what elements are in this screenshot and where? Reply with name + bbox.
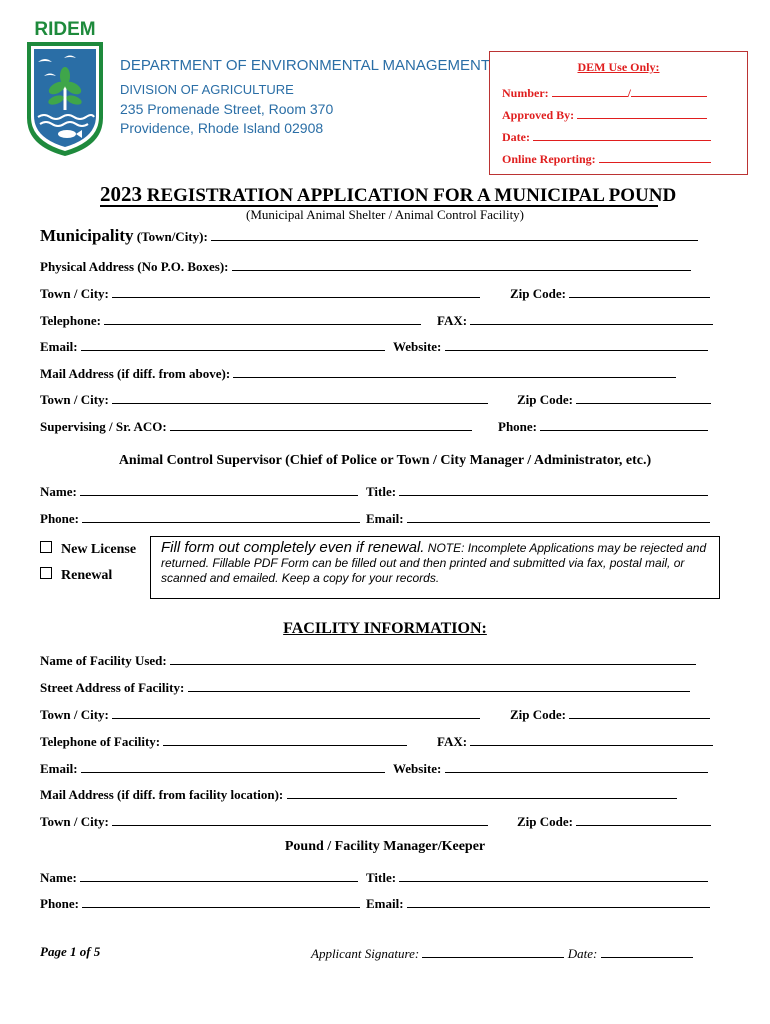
dem-box-title: DEM Use Only: bbox=[577, 60, 660, 74]
zip-2-field[interactable] bbox=[576, 390, 711, 404]
dem-date-row bbox=[502, 129, 711, 145]
dem-number-field-b[interactable] bbox=[631, 85, 707, 97]
renewal-checkbox[interactable] bbox=[40, 567, 52, 579]
facility-email-label: Email: bbox=[40, 761, 78, 776]
dem-online-row bbox=[502, 151, 711, 167]
logo-text: RIDEM bbox=[34, 19, 96, 40]
aco-phone-field[interactable] bbox=[540, 417, 708, 431]
signature-label: Applicant Signature: bbox=[311, 946, 420, 961]
town-city-field[interactable] bbox=[112, 284, 480, 298]
email-label: Email: bbox=[40, 339, 78, 354]
physical-address-field[interactable] bbox=[232, 257, 691, 271]
form-year: 2023 bbox=[100, 182, 142, 206]
address-line-1: 235 Promenade Street, Room 370 bbox=[120, 101, 334, 117]
facility-street-row bbox=[40, 678, 690, 696]
facility-name-label: Name of Facility Used: bbox=[40, 653, 167, 668]
new-license-checkbox[interactable] bbox=[40, 541, 52, 553]
supervisor-heading: Animal Control Supervisor (Chief of Police or Town / City Manager / Administrator, etc.) bbox=[118, 453, 652, 468]
note-lead: Fill form out completely even if renewal. bbox=[161, 539, 425, 556]
email-field[interactable] bbox=[81, 337, 385, 351]
supervising-aco-field[interactable] bbox=[170, 417, 472, 431]
facility-zip-row bbox=[510, 705, 710, 723]
facility-street-label: Street Address of Facility: bbox=[40, 680, 185, 695]
supervisor-phone-row bbox=[40, 509, 360, 527]
facility-telephone-field[interactable] bbox=[163, 732, 407, 746]
mail-address-label: Mail Address (if diff. from above): bbox=[40, 366, 231, 381]
aco-phone-label: Phone: bbox=[498, 419, 537, 434]
signature-field[interactable] bbox=[422, 944, 564, 958]
municipality-row bbox=[40, 226, 698, 246]
facility-heading: FACILITY INFORMATION: bbox=[283, 620, 487, 637]
form-title-text: REGISTRATION APPLICATION FOR A MUNICIPAL POUND bbox=[146, 185, 677, 206]
facility-email-row bbox=[40, 759, 385, 777]
supervisor-email-label: Email: bbox=[366, 511, 404, 526]
facility-fax-field[interactable] bbox=[470, 732, 713, 746]
email-row bbox=[40, 337, 385, 355]
town-city-2-row bbox=[40, 390, 488, 408]
fax-row bbox=[437, 311, 713, 329]
mail-address-field[interactable] bbox=[233, 364, 676, 378]
zip-2-label: Zip Code: bbox=[517, 392, 573, 407]
dem-number-row: Number: / bbox=[502, 85, 707, 101]
department-name: DEPARTMENT OF ENVIRONMENTAL MANAGEMENT bbox=[120, 57, 491, 74]
manager-email-label: Email: bbox=[366, 896, 404, 911]
facility-town-2-field[interactable] bbox=[112, 812, 488, 826]
manager-name-field[interactable] bbox=[80, 868, 358, 882]
instructions-note bbox=[150, 536, 720, 599]
facility-zip-2-label: Zip Code: bbox=[517, 814, 573, 829]
form-subtitle: (Municipal Animal Shelter / Animal Control Facility) bbox=[245, 207, 525, 222]
new-license-label: New License bbox=[61, 542, 137, 557]
supervisor-title-row bbox=[366, 482, 708, 500]
facility-website-field[interactable] bbox=[445, 759, 708, 773]
facility-telephone-row bbox=[40, 732, 407, 750]
facility-town-2-label: Town / City: bbox=[40, 814, 109, 829]
dem-approved-row bbox=[502, 107, 707, 123]
town-city-2-label: Town / City: bbox=[40, 392, 109, 407]
facility-website-label: Website: bbox=[393, 761, 442, 776]
supervisor-phone-label: Phone: bbox=[40, 511, 79, 526]
physical-address-label: Physical Address (No P.O. Boxes): bbox=[40, 259, 229, 274]
zip-field[interactable] bbox=[569, 284, 710, 298]
supervisor-name-label: Name: bbox=[40, 484, 77, 499]
manager-phone-label: Phone: bbox=[40, 896, 79, 911]
fax-field[interactable] bbox=[470, 311, 713, 325]
zip-2-row bbox=[517, 390, 711, 408]
renewal-label: Renewal bbox=[61, 568, 113, 583]
dem-number-field-a[interactable] bbox=[552, 85, 628, 97]
telephone-row bbox=[40, 311, 421, 329]
dem-online-label: Online Reporting: bbox=[502, 152, 596, 166]
dem-approved-label: Approved By: bbox=[502, 108, 575, 122]
facility-name-field[interactable] bbox=[170, 651, 696, 665]
manager-phone-row bbox=[40, 894, 360, 912]
facility-email-field[interactable] bbox=[81, 759, 385, 773]
supervisor-title-field[interactable] bbox=[399, 482, 708, 496]
facility-mail-field[interactable] bbox=[287, 785, 677, 799]
facility-zip-field[interactable] bbox=[569, 705, 710, 719]
page-number: Page 1 of 5 bbox=[40, 944, 101, 959]
municipality-field[interactable] bbox=[211, 227, 698, 241]
division-name: DIVISION OF AGRICULTURE bbox=[120, 82, 294, 97]
town-city-2-field[interactable] bbox=[112, 390, 488, 404]
address-line-2: Providence, Rhode Island 02908 bbox=[120, 120, 324, 136]
supervising-aco-row bbox=[40, 417, 472, 435]
zip-row bbox=[510, 284, 710, 302]
facility-zip-2-row bbox=[517, 812, 711, 830]
manager-email-row bbox=[366, 894, 710, 912]
supervisor-title-label: Title: bbox=[366, 484, 397, 499]
municipality-label: Municipality bbox=[40, 226, 134, 245]
fax-label: FAX: bbox=[437, 313, 468, 328]
manager-name-row bbox=[40, 868, 358, 886]
facility-fax-row bbox=[437, 732, 713, 750]
supervisor-email-row bbox=[366, 509, 710, 527]
dem-date-field[interactable] bbox=[533, 129, 711, 141]
signature-date-label: Date: bbox=[567, 946, 598, 961]
note-body: NOTE: Incomplete Applications may be rejected and returned. Fillable PDF Form can be filled out and then printed and submitted via fax, postal mail, or scanned and emailed. Keep a copy for your records. bbox=[161, 541, 707, 585]
website-row bbox=[393, 337, 708, 355]
manager-title-label: Title: bbox=[366, 870, 397, 885]
supervisor-name-row bbox=[40, 482, 358, 500]
supervisor-name-field[interactable] bbox=[80, 482, 358, 496]
town-city-row bbox=[40, 284, 480, 302]
dem-online-field[interactable] bbox=[599, 151, 711, 163]
facility-mail-label: Mail Address (if diff. from facility location): bbox=[40, 787, 284, 802]
dem-approved-field[interactable] bbox=[577, 107, 707, 119]
facility-website-row bbox=[393, 759, 708, 777]
signature-date-field[interactable] bbox=[601, 944, 693, 958]
dem-use-only-box bbox=[489, 51, 748, 175]
manager-title-field[interactable] bbox=[399, 868, 708, 882]
facility-fax-label: FAX: bbox=[437, 734, 468, 749]
town-city-label: Town / City: bbox=[40, 286, 109, 301]
municipality-sub-label: (Town/City): bbox=[136, 229, 208, 244]
facility-mail-row bbox=[40, 785, 677, 803]
form-title bbox=[100, 182, 676, 207]
facility-zip-label: Zip Code: bbox=[510, 707, 566, 722]
facility-name-row bbox=[40, 651, 696, 669]
dem-date-label: Date: bbox=[502, 130, 530, 144]
manager-phone-field[interactable] bbox=[82, 894, 360, 908]
zip-label: Zip Code: bbox=[510, 286, 566, 301]
mail-address-row bbox=[40, 364, 676, 382]
facility-town-label: Town / City: bbox=[40, 707, 109, 722]
supervisor-email-field[interactable] bbox=[407, 509, 710, 523]
supervisor-phone-field[interactable] bbox=[82, 509, 360, 523]
physical-address-row bbox=[40, 257, 691, 275]
supervising-aco-label: Supervising / Sr. ACO: bbox=[40, 419, 167, 434]
manager-title-row bbox=[366, 868, 708, 886]
manager-email-field[interactable] bbox=[407, 894, 710, 908]
website-field[interactable] bbox=[445, 337, 708, 351]
renewal-option[interactable] bbox=[40, 567, 112, 584]
manager-heading: Pound / Facility Manager/Keeper bbox=[284, 839, 486, 854]
aco-phone-row bbox=[498, 417, 708, 435]
facility-street-field[interactable] bbox=[188, 678, 690, 692]
facility-zip-2-field[interactable] bbox=[576, 812, 711, 826]
new-license-option[interactable] bbox=[40, 541, 136, 558]
signature-row bbox=[311, 944, 693, 962]
facility-telephone-label: Telephone of Facility: bbox=[40, 734, 161, 749]
website-label: Website: bbox=[393, 339, 442, 354]
manager-name-label: Name: bbox=[40, 870, 77, 885]
telephone-field[interactable] bbox=[104, 311, 421, 325]
facility-town-field[interactable] bbox=[112, 705, 480, 719]
facility-town-2-row bbox=[40, 812, 488, 830]
dem-number-label: Number: bbox=[502, 86, 549, 100]
facility-town-row bbox=[40, 705, 480, 723]
ridem-logo bbox=[24, 18, 106, 158]
telephone-label: Telephone: bbox=[40, 313, 101, 328]
